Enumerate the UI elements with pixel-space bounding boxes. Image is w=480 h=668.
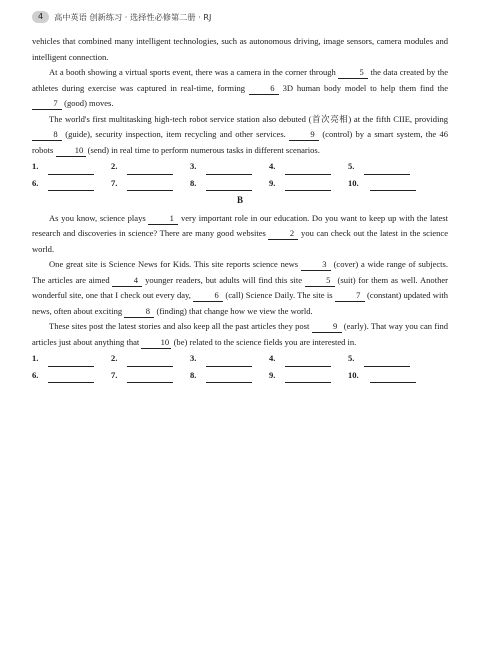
answer-slot[interactable] [269, 159, 348, 175]
answer-label: 7. [111, 177, 118, 188]
blank-5[interactable]: 5 [305, 275, 335, 287]
answer-line[interactable] [48, 372, 94, 383]
answer-slot[interactable] [111, 159, 190, 175]
text: At a booth showing a virtual sports event, there was a camera in the corner through [49, 67, 339, 77]
answer-line[interactable] [370, 180, 416, 191]
text: (constant) updated with news, often about exciting [32, 290, 448, 316]
answer-label: 10. [348, 369, 359, 380]
answer-line[interactable] [364, 164, 410, 175]
text: One great site is Science News for Kids. This site reports science news [49, 259, 301, 269]
paragraph-b3 [32, 319, 448, 350]
text: (good) moves. [62, 98, 114, 108]
answer-label: 2. [111, 353, 118, 363]
answer-label: 8. [190, 177, 197, 188]
paragraph-b2 [32, 257, 448, 319]
blank-2[interactable]: 2 [268, 228, 298, 240]
answer-slot[interactable] [111, 368, 190, 384]
text: (cover) a wide range of subjects. The articles are aimed [32, 259, 449, 285]
answer-label: 3. [190, 353, 197, 363]
blank-6[interactable]: 6 [193, 290, 223, 302]
text: These sites post the latest stories and also keep all the past articles they post [49, 321, 312, 331]
answer-line[interactable] [206, 164, 252, 175]
blank-9[interactable]: 9 [289, 129, 319, 141]
answer-label: 2. [111, 161, 118, 171]
text: 3D human body model to help them find the [278, 82, 448, 93]
answer-slot[interactable] [348, 368, 427, 384]
answer-slot[interactable] [348, 176, 427, 192]
answer-label: 6. [32, 369, 39, 380]
answer-row-a1 [32, 159, 448, 175]
answer-label: 4. [269, 353, 276, 363]
blank-7[interactable]: 7 [32, 98, 62, 110]
paragraph-a3 [32, 112, 448, 159]
answer-line[interactable] [206, 180, 252, 191]
blank-10[interactable]: 10 [141, 337, 171, 349]
answer-slot[interactable] [190, 159, 269, 175]
text: (be) related to the science fields you are interested in. [171, 336, 357, 347]
answer-label: 1. [32, 353, 39, 363]
answer-slot[interactable] [32, 176, 111, 192]
answer-label: 5. [348, 353, 355, 363]
answer-line[interactable] [48, 180, 94, 191]
answer-line[interactable] [127, 356, 173, 367]
answer-line[interactable] [370, 372, 416, 383]
page-number: 4 [32, 11, 49, 23]
answer-line[interactable] [127, 164, 173, 175]
answer-line[interactable] [127, 180, 173, 191]
answer-line[interactable] [48, 164, 94, 175]
answer-slot[interactable] [111, 351, 190, 367]
blank-5[interactable]: 5 [338, 67, 368, 79]
text: The world's first multitasking high-tech robot service station also debuted (首次亮相) at the fifth CIIE, providing [49, 113, 448, 124]
book-title: 高中英语 创新练习 · 选择性必修第二册 · RJ [54, 11, 212, 22]
answer-line[interactable] [364, 356, 410, 367]
answer-line[interactable] [285, 372, 331, 383]
answer-label: 8. [190, 369, 197, 380]
text: (finding) that change how we view the world. [154, 305, 313, 316]
text: very important role in our education. Do you want to keep up with the latest research and discoveries in science? There are many good websites [32, 212, 448, 238]
blank-6[interactable]: 6 [249, 83, 279, 95]
answer-label: 7. [111, 369, 118, 380]
text: (call) Science Daily. The site is [223, 290, 335, 300]
answer-row-b2 [32, 368, 448, 384]
answer-row-a2 [32, 176, 448, 192]
answer-label: 10. [348, 177, 359, 188]
answer-line[interactable] [48, 356, 94, 367]
blank-4[interactable]: 4 [112, 275, 142, 287]
answer-slot[interactable] [269, 176, 348, 192]
text: you can check out the latest in the science world. [32, 228, 448, 254]
answer-slot[interactable] [111, 176, 190, 192]
text: the data created by the athletes during exercise was captured in real-time, forming [32, 67, 448, 93]
answer-label: 1. [32, 161, 39, 171]
answer-line[interactable] [285, 180, 331, 191]
text: (guide), security inspection, item recycling and other services. [62, 129, 290, 139]
text: As you know, science plays [49, 212, 149, 223]
answer-label: 3. [190, 161, 197, 171]
answer-slot[interactable] [32, 368, 111, 384]
text: (early). That way you can find articles just about anything that [32, 321, 448, 347]
answer-slot[interactable] [32, 351, 111, 367]
text: (control) by a smart system, the 46 robots [32, 129, 448, 155]
answer-line[interactable] [206, 372, 252, 383]
answer-label: 6. [32, 177, 39, 188]
page-content [32, 34, 448, 383]
answer-label: 9. [269, 369, 276, 380]
blank-8[interactable]: 8 [124, 306, 154, 318]
blank-3[interactable]: 3 [301, 259, 331, 271]
answer-line[interactable] [127, 372, 173, 383]
answer-slot[interactable] [190, 176, 269, 192]
paragraph-a1 [32, 34, 448, 65]
answer-slot[interactable] [269, 368, 348, 384]
blank-9[interactable]: 9 [312, 321, 342, 333]
section-b-heading: B [236, 195, 243, 205]
blank-7[interactable]: 7 [335, 290, 365, 302]
answer-label: 5. [348, 161, 355, 171]
text: vehicles that combined many intelligent technologies, such as autonomous driving, image sensors, camera modules and intelligent connection. [32, 36, 448, 62]
answer-label: 9. [269, 177, 276, 188]
page-header [32, 10, 211, 24]
answer-slot[interactable] [269, 351, 348, 367]
answer-row-b1 [32, 351, 448, 367]
text: younger readers, but adults will find this site [142, 274, 305, 285]
answer-line[interactable] [206, 356, 252, 367]
paragraph-a2 [32, 65, 448, 112]
answer-slot[interactable] [32, 159, 111, 175]
answer-line[interactable] [285, 164, 331, 175]
blank-1[interactable]: 1 [148, 213, 178, 225]
text: (suit) for them as well. Another wonderful site, one that I check out every day, [32, 274, 448, 300]
paragraph-b1 [32, 211, 448, 258]
answer-slot[interactable] [190, 351, 269, 367]
text: (send) in real time to perform numerous tasks in different scenarios. [85, 144, 320, 155]
answer-slot[interactable] [190, 368, 269, 384]
blank-8[interactable]: 8 [32, 129, 62, 141]
answer-slot[interactable] [348, 351, 427, 367]
answer-line[interactable] [285, 356, 331, 367]
blank-10[interactable]: 10 [56, 145, 86, 157]
answer-label: 4. [269, 161, 276, 171]
answer-slot[interactable] [348, 159, 427, 175]
